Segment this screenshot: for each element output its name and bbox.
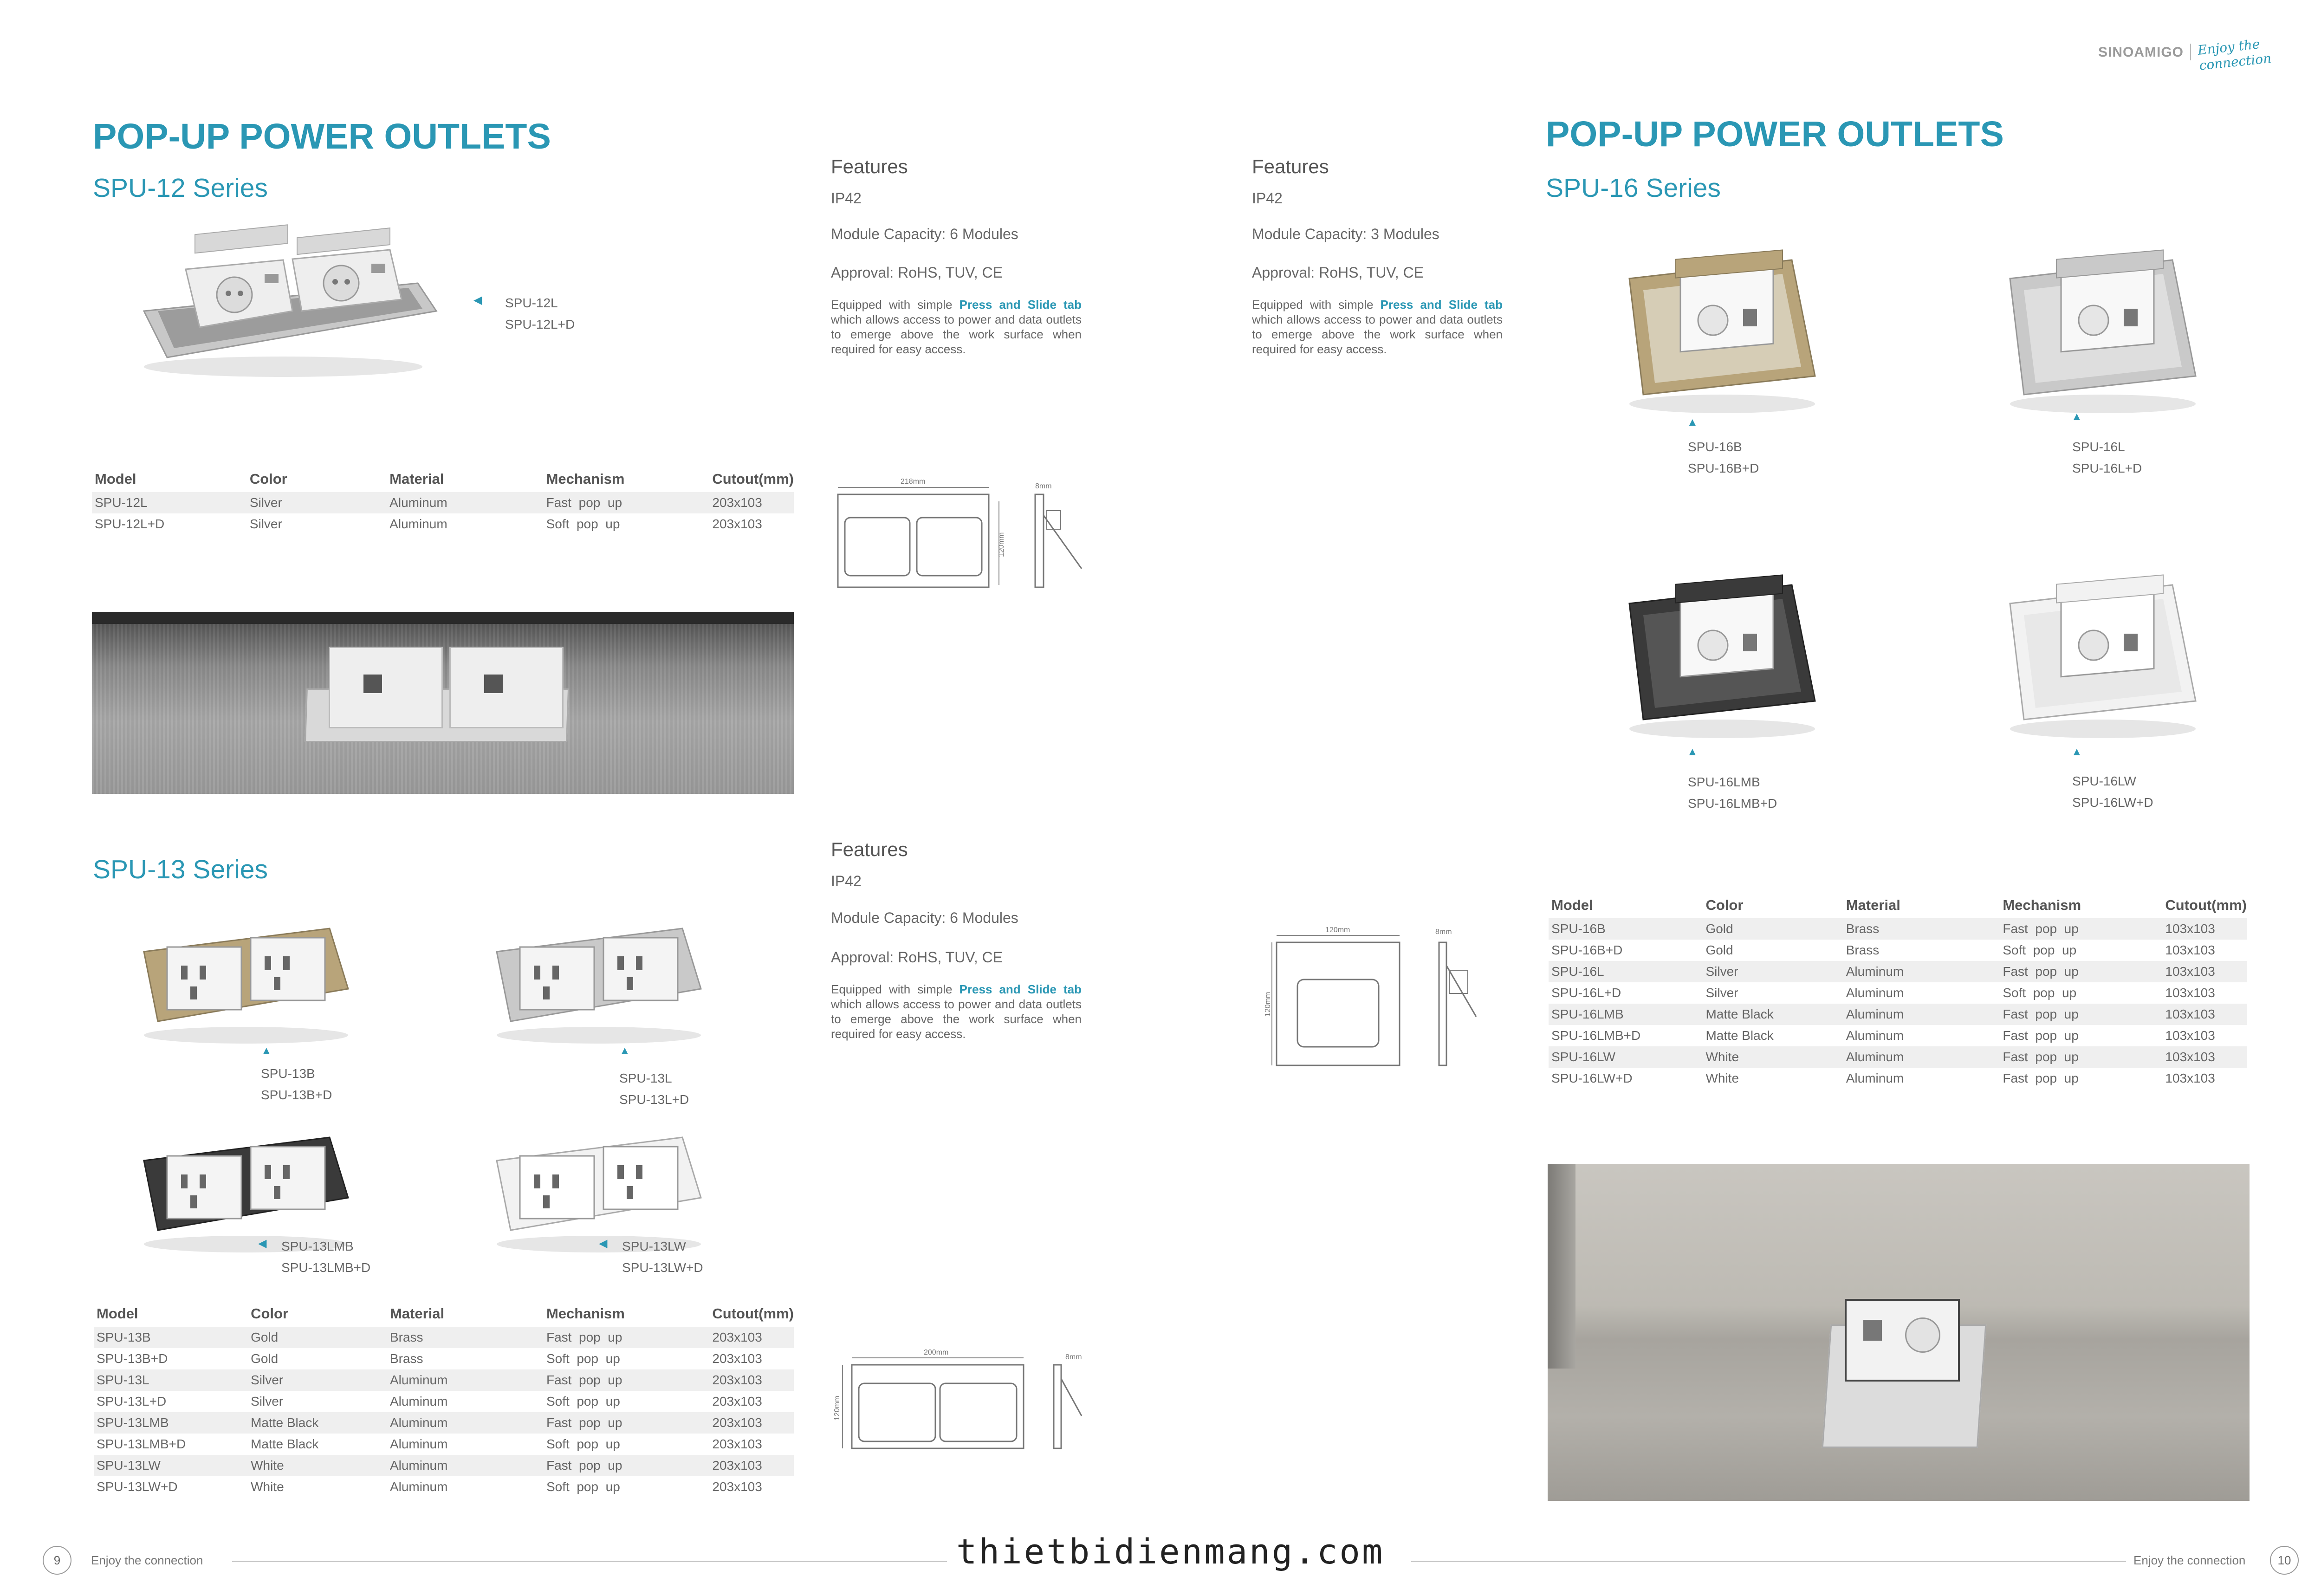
page-title-right: POP-UP POWER OUTLETS — [1546, 114, 2004, 154]
table-row — [94, 1476, 794, 1498]
footer-divider-right — [1411, 1561, 2126, 1562]
table-cell: Aluminum — [387, 1412, 544, 1434]
features-ip: IP42 — [831, 873, 862, 889]
table-header: Color — [251, 1305, 289, 1322]
spu16-installation-photo — [1548, 1164, 2250, 1501]
table-row — [1549, 940, 2247, 961]
pointer-icon: ◀ — [599, 1237, 608, 1250]
table-cell: Aluminum — [387, 1455, 544, 1476]
spu16b-model-label-2: SPU-16B+D — [1688, 461, 1759, 475]
table-header-row — [1549, 895, 2247, 918]
spu12-model-label-1: SPU-12L — [505, 296, 558, 310]
table-cell: Aluminum — [1843, 1046, 2000, 1068]
brand-name: SINOAMIGO — [2098, 45, 2184, 60]
table-cell: SPU-16LMB — [1549, 1004, 1703, 1025]
spu16-technical-drawing — [1264, 924, 1509, 1072]
table-cell: Fast pop up — [544, 1455, 709, 1476]
table-cell: Silver — [247, 492, 387, 513]
table-cell: Brass — [1843, 918, 2000, 940]
series-title-spu16: SPU-16 Series — [1546, 173, 1721, 203]
table-cell: White — [248, 1455, 387, 1476]
table-cell: Aluminum — [387, 492, 543, 513]
table-cell: SPU-13B — [94, 1327, 248, 1348]
table-cell: 203x103 — [709, 1455, 794, 1476]
footer-right: Enjoy the connection — [2133, 1553, 2246, 1567]
features-title: Features — [831, 838, 908, 860]
table-cell: Fast pop up — [2000, 918, 2162, 940]
table-cell: 103x103 — [2162, 1004, 2247, 1025]
pointer-icon: ▲ — [619, 1045, 630, 1057]
spu12-installation-photo — [92, 612, 794, 794]
table-cell: Soft pop up — [546, 1351, 620, 1366]
spu12-spec-table — [92, 469, 794, 535]
table-cell: SPU-16B+D — [1551, 943, 1623, 957]
table-header: Material — [389, 1305, 445, 1322]
spu12-features — [831, 156, 1082, 357]
table-cell: 103x103 — [2165, 986, 2215, 1000]
spu16l-model-label-2: SPU-16L+D — [2072, 461, 2142, 475]
spu16lw-model-label-2: SPU-16LW+D — [2072, 795, 2153, 810]
table-cell: Aluminum — [389, 1394, 448, 1408]
table-cell: Gold — [1705, 943, 1733, 957]
table-cell: Aluminum — [389, 517, 447, 531]
table-cell: Gold — [1703, 918, 1843, 940]
pointer-icon: ▲ — [261, 1045, 272, 1057]
spu16-features — [1252, 156, 1503, 357]
table-row — [94, 1412, 794, 1434]
spu13lmb-model-label-1: SPU-13LMB — [281, 1239, 354, 1253]
table-header: Model — [1551, 897, 1593, 913]
table-cell: Soft pop up — [546, 1394, 620, 1408]
spu12-drawing-depth: 8mm — [1035, 482, 1052, 490]
table-cell: SPU-16LW — [1549, 1046, 1703, 1068]
table-cell: Silver — [1705, 986, 1738, 1000]
spu13l-model-label-1: SPU-13L — [619, 1071, 672, 1085]
table-row — [1549, 1046, 2247, 1068]
table-cell: SPU-16LMB+D — [1551, 1028, 1641, 1043]
spu13-drawing-depth: 8mm — [1065, 1353, 1082, 1361]
features-approval: Approval: RoHS, TUV, CE — [831, 264, 1003, 281]
table-cell: SPU-13LMB+D — [97, 1437, 186, 1451]
features-description: Equipped with simple Press and Slide tab which allows access to power and data outlets to emerge above the work surface when required for easy access. — [831, 982, 1082, 1041]
table-cell: White — [251, 1479, 284, 1494]
table-cell: Fast pop up — [2000, 1046, 2162, 1068]
table-cell: SPU-16L+D — [1551, 986, 1621, 1000]
spu13lmb-model-label-2: SPU-13LMB+D — [281, 1260, 371, 1275]
spu13-technical-drawing — [831, 1346, 1100, 1462]
table-cell: Fast pop up — [2000, 1004, 2162, 1025]
table-header: Material — [389, 471, 444, 487]
table-cell: Fast pop up — [544, 1369, 709, 1391]
table-cell: Gold — [248, 1327, 387, 1348]
table-row — [1549, 961, 2247, 982]
spu16b-model-label-1: SPU-16B — [1688, 440, 1742, 454]
features-title: Features — [831, 156, 908, 177]
spu16lw-product-image — [1996, 576, 2210, 743]
table-header: Cutout(mm) — [712, 471, 794, 487]
table-cell: Aluminum — [1843, 1004, 2000, 1025]
table-cell: SPU-13L — [94, 1369, 248, 1391]
table-cell: SPU-13LW+D — [97, 1479, 178, 1494]
spu13b-product-image — [135, 910, 357, 1049]
table-header-row — [94, 1304, 794, 1327]
table-cell: 103x103 — [2162, 961, 2247, 982]
table-row — [1549, 1068, 2247, 1089]
spu16b-product-image — [1615, 251, 1829, 418]
table-cell: 103x103 — [2162, 1046, 2247, 1068]
table-cell: White — [1703, 1046, 1843, 1068]
table-cell: SPU-12L+D — [95, 517, 165, 531]
features-title: Features — [1252, 156, 1329, 177]
footer-left: Enjoy the connection — [91, 1553, 203, 1567]
table-cell: SPU-12L — [92, 492, 247, 513]
spu16lmb-product-image — [1615, 576, 1829, 743]
features-capacity: Module Capacity: 3 Modules — [1252, 226, 1439, 242]
spu13lw-model-label-2: SPU-13LW+D — [622, 1260, 703, 1275]
features-ip: IP42 — [1252, 190, 1283, 207]
table-row — [1549, 982, 2247, 1004]
table-header: Mechanism — [2003, 897, 2081, 913]
spu13lw-model-label-1: SPU-13LW — [622, 1239, 686, 1253]
table-cell: 203x103 — [712, 1479, 762, 1494]
features-ip: IP42 — [831, 190, 862, 207]
table-cell: 103x103 — [2165, 1028, 2215, 1043]
table-header: Model — [95, 471, 136, 487]
pointer-icon: ▲ — [1687, 416, 1698, 428]
table-row — [1549, 1025, 2247, 1046]
spu16-drawing-width: 120mm — [1325, 926, 1350, 934]
brand-tagline: Enjoy the connection — [2197, 36, 2272, 73]
pointer-icon: ▲ — [1687, 746, 1698, 758]
watermark: thietbidienmang.com — [956, 1532, 1385, 1572]
spu12-model-label-2: SPU-12L+D — [505, 317, 575, 331]
table-row — [94, 1327, 794, 1348]
table-cell: Silver — [1703, 961, 1843, 982]
spu13l-product-image — [487, 910, 710, 1049]
table-row — [1549, 1004, 2247, 1025]
features-description: Equipped with simple Press and Slide tab which allows access to power and data outlets to emerge above the work surface when required for easy access. — [1252, 298, 1503, 356]
spu13b-model-label-1: SPU-13B — [261, 1066, 315, 1081]
table-row — [94, 1455, 794, 1476]
spu16l-model-label-1: SPU-16L — [2072, 440, 2125, 454]
spu13l-model-label-2: SPU-13L+D — [619, 1092, 689, 1107]
table-cell: 203x103 — [709, 1412, 794, 1434]
table-cell: Aluminum — [1843, 961, 2000, 982]
spu13-drawing-width: 200mm — [924, 1349, 949, 1356]
table-cell: 203x103 — [709, 1369, 794, 1391]
table-row — [94, 1369, 794, 1391]
spu16l-product-image — [1996, 251, 2210, 418]
table-cell: Fast pop up — [544, 492, 710, 513]
table-cell: Aluminum — [387, 1369, 544, 1391]
spu13-spec-table — [94, 1304, 794, 1498]
table-cell: SPU-13B+D — [97, 1351, 168, 1366]
spu16lmb-model-label-2: SPU-16LMB+D — [1688, 796, 1777, 811]
table-header: Mechanism — [546, 1305, 625, 1322]
table-cell: 203x103 — [712, 1351, 762, 1366]
spu16lmb-model-label-1: SPU-16LMB — [1688, 775, 1760, 789]
features-capacity: Module Capacity: 6 Modules — [831, 909, 1018, 926]
table-row — [92, 513, 794, 535]
table-cell: Soft pop up — [546, 517, 620, 531]
pointer-icon: ◀ — [473, 294, 482, 306]
features-capacity: Module Capacity: 6 Modules — [831, 226, 1018, 242]
table-cell: Aluminum — [1846, 1028, 1904, 1043]
table-cell: Fast pop up — [544, 1327, 709, 1348]
table-cell: Soft pop up — [546, 1479, 620, 1494]
table-row — [94, 1434, 794, 1455]
table-row — [94, 1391, 794, 1412]
table-header-row — [92, 469, 794, 492]
series-title-spu12: SPU-12 Series — [93, 173, 268, 203]
table-row — [92, 492, 794, 513]
spu16-spec-table — [1549, 895, 2247, 1089]
table-header: Model — [97, 1305, 138, 1322]
table-cell: Soft pop up — [2003, 986, 2077, 1000]
table-header: Cutout(mm) — [712, 1305, 794, 1322]
table-cell: Soft pop up — [2003, 943, 2077, 957]
spu12-drawing-width: 218mm — [901, 478, 926, 486]
table-cell: Matte Black — [1705, 1028, 1774, 1043]
table-cell: Matte Black — [251, 1437, 319, 1451]
table-cell: Aluminum — [389, 1437, 448, 1451]
features-approval: Approval: RoHS, TUV, CE — [1252, 264, 1424, 281]
table-cell: SPU-13LMB — [94, 1412, 248, 1434]
brand-logo — [2098, 36, 2321, 73]
table-header: Color — [249, 471, 287, 487]
table-cell: 203x103 — [709, 1327, 794, 1348]
page-title-left: POP-UP POWER OUTLETS — [93, 117, 551, 156]
table-cell: Brass — [389, 1351, 423, 1366]
table-cell: SPU-16LW+D — [1551, 1071, 1633, 1085]
table-row — [94, 1348, 794, 1369]
table-cell: 103x103 — [2162, 918, 2247, 940]
table-cell: Silver — [251, 1394, 284, 1408]
table-cell: Aluminum — [1846, 986, 1904, 1000]
table-cell: Fast pop up — [2000, 961, 2162, 982]
table-header: Color — [1705, 897, 1744, 913]
table-cell: 103x103 — [2165, 943, 2215, 957]
spu16lw-model-label-1: SPU-16LW — [2072, 774, 2136, 788]
table-cell: Silver — [249, 517, 282, 531]
series-title-spu13: SPU-13 Series — [93, 855, 268, 884]
spu16-drawing-height: 120mm — [1264, 992, 1272, 1017]
table-cell: Silver — [248, 1369, 387, 1391]
table-cell: Aluminum — [1846, 1071, 1904, 1085]
table-cell: Matte Black — [1703, 1004, 1843, 1025]
table-cell: SPU-13L+D — [97, 1394, 167, 1408]
spu12-product-image — [130, 241, 455, 381]
table-cell: 203x103 — [709, 492, 794, 513]
table-cell: Brass — [1846, 943, 1880, 957]
spu13-drawing-height: 120mm — [833, 1395, 841, 1421]
table-header: Material — [1846, 897, 1900, 913]
table-cell: 103x103 — [2165, 1071, 2215, 1085]
page-number-left: 9 — [43, 1546, 71, 1575]
table-cell: Brass — [387, 1327, 544, 1348]
pointer-icon: ▲ — [2071, 746, 2082, 758]
table-cell: SPU-16L — [1549, 961, 1703, 982]
table-cell: Matte Black — [248, 1412, 387, 1434]
table-cell: Fast pop up — [544, 1412, 709, 1434]
table-cell: 203x103 — [712, 1394, 762, 1408]
table-cell: Soft pop up — [546, 1437, 620, 1451]
page-number-right: 10 — [2270, 1546, 2299, 1575]
pointer-icon: ◀ — [258, 1237, 267, 1250]
table-cell: Fast pop up — [2003, 1028, 2079, 1043]
spu12-drawing-height: 120mm — [998, 532, 1005, 557]
features-approval: Approval: RoHS, TUV, CE — [831, 949, 1003, 966]
table-cell: 203x103 — [712, 1437, 762, 1451]
table-header: Cutout(mm) — [2165, 897, 2247, 913]
footer-divider-left — [232, 1561, 947, 1562]
table-cell: SPU-16B — [1549, 918, 1703, 940]
table-cell: 203x103 — [712, 517, 762, 531]
table-cell: SPU-13LW — [94, 1455, 248, 1476]
spu13b-model-label-2: SPU-13B+D — [261, 1088, 332, 1102]
table-cell: Fast pop up — [2003, 1071, 2079, 1085]
pointer-icon: ▲ — [2071, 410, 2082, 423]
table-cell: Gold — [251, 1351, 279, 1366]
table-cell: Aluminum — [389, 1479, 448, 1494]
table-cell: White — [1705, 1071, 1739, 1085]
spu16-drawing-depth: 8mm — [1435, 928, 1452, 936]
brand-separator — [2190, 44, 2191, 60]
features-description: Equipped with simple Press and Slide tab which allows access to power and data outlets to emerge above the work surface when required for easy access. — [831, 298, 1082, 356]
table-header: Mechanism — [546, 471, 625, 487]
table-row — [1549, 918, 2247, 940]
spu12-technical-drawing — [831, 474, 1100, 599]
spu13-features — [831, 838, 1082, 1041]
